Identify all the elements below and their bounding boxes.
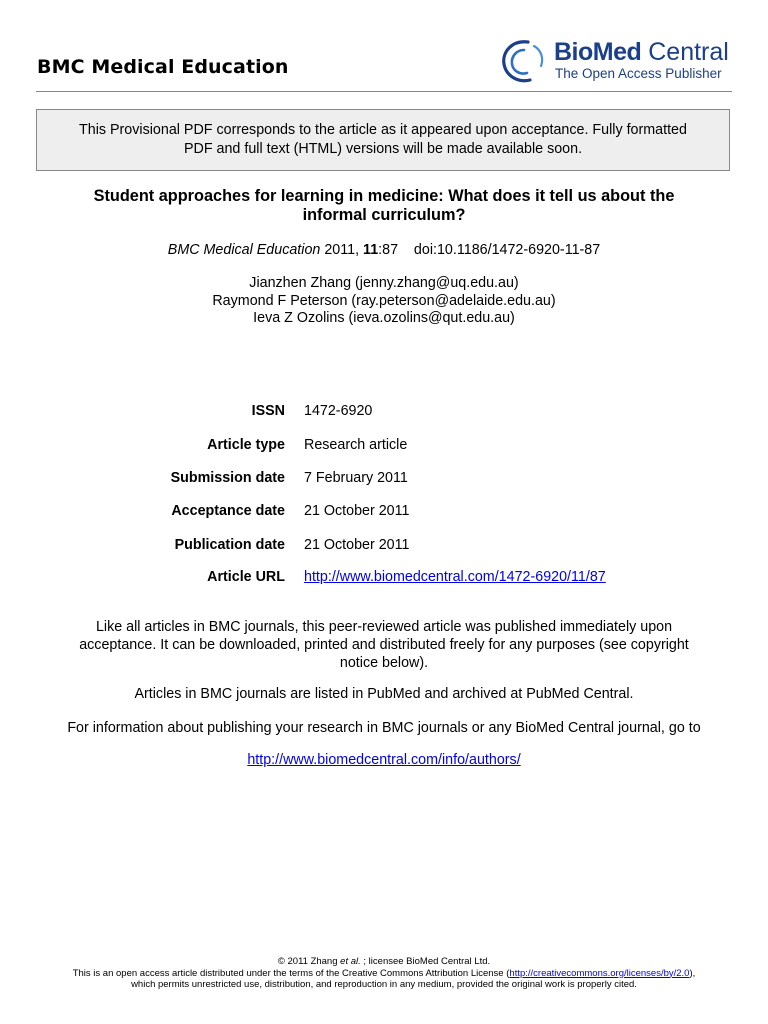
meta-row-publication-date: Publication date 21 October 2011	[174, 537, 410, 553]
notice-line: This Provisional PDF corresponds to the article as it appeared upon acceptance. Fully formatted	[79, 122, 687, 138]
meta-row-submission-date: Submission date 7 February 2011	[170, 470, 408, 486]
author-list	[0, 275, 768, 328]
license-line-2: which permits unrestricted use, distribution, and reproduction in any medium, provided the original work is properly cited.	[131, 979, 637, 990]
authors-info-link[interactable]: http://www.biomedcentral.com/info/authors/	[247, 752, 521, 768]
article-title: Student approaches for learning in medicine: What does it tell us about the informal curriculum?	[93, 187, 675, 224]
license-link[interactable]: http://creativecommons.org/licenses/by/2.0	[509, 967, 690, 979]
author-entry: Raymond F Peterson (ray.peterson@adelaide.edu.au)	[212, 292, 556, 309]
authors-info-link-line	[30, 751, 738, 769]
author-entry: Jianzhen Zhang (jenny.zhang@uq.edu.au)	[249, 275, 519, 291]
publishing-info-paragraph: For information about publishing your research in BMC journals or any BioMed Central journal, go to	[67, 720, 701, 736]
meta-row-article-type: Article type Research article	[207, 437, 408, 453]
biomed-central-logo	[498, 36, 738, 86]
article-citation: BMC Medical Education 2011, 11:87 doi:10.1186/1472-6920-11-87	[167, 242, 601, 258]
notice-line: PDF and full text (HTML) versions will be made available soon.	[183, 141, 583, 157]
logo-tagline: The Open Access Publisher	[555, 66, 722, 81]
copyright-footer	[0, 956, 768, 991]
biomed-swirl-icon	[498, 36, 550, 86]
open-access-paragraph: Like all articles in BMC journals, this peer-reviewed article was published immediately upon acceptance. It can be downloaded, printed and distributed freely for any purposes (see copyright notice below).	[79, 619, 689, 671]
provisional-notice	[36, 109, 730, 171]
copyright-line: © 2011 Zhang et al. ; licensee BioMed Central Ltd.	[277, 956, 491, 967]
meta-row-acceptance-date: Acceptance date 21 October 2011	[171, 503, 410, 519]
logo-brand-text: BioMed Central	[554, 38, 729, 66]
article-url-link[interactable]: http://www.biomedcentral.com/1472-6920/11/87	[304, 569, 606, 585]
journal-name: BMC Medical Education	[37, 56, 289, 78]
pubmed-paragraph: Articles in BMC journals are listed in PubMed and archived at PubMed Central.	[134, 686, 634, 702]
header-divider	[36, 91, 732, 92]
doi: doi:10.1186/1472-6920-11-87	[413, 242, 601, 258]
license-line: This is an open access article distributed under the terms of the Creative Commons Attribution License (http://creativecommons.org/licenses/by/2.0),	[72, 967, 696, 979]
meta-row-issn: ISSN 1472-6920	[251, 403, 373, 419]
author-entry: Ieva Z Ozolins (ieva.ozolins@qut.edu.au)	[253, 310, 515, 326]
meta-row-article-url: Article URL http://www.biomedcentral.com/1472-6920/11/87	[207, 569, 606, 585]
